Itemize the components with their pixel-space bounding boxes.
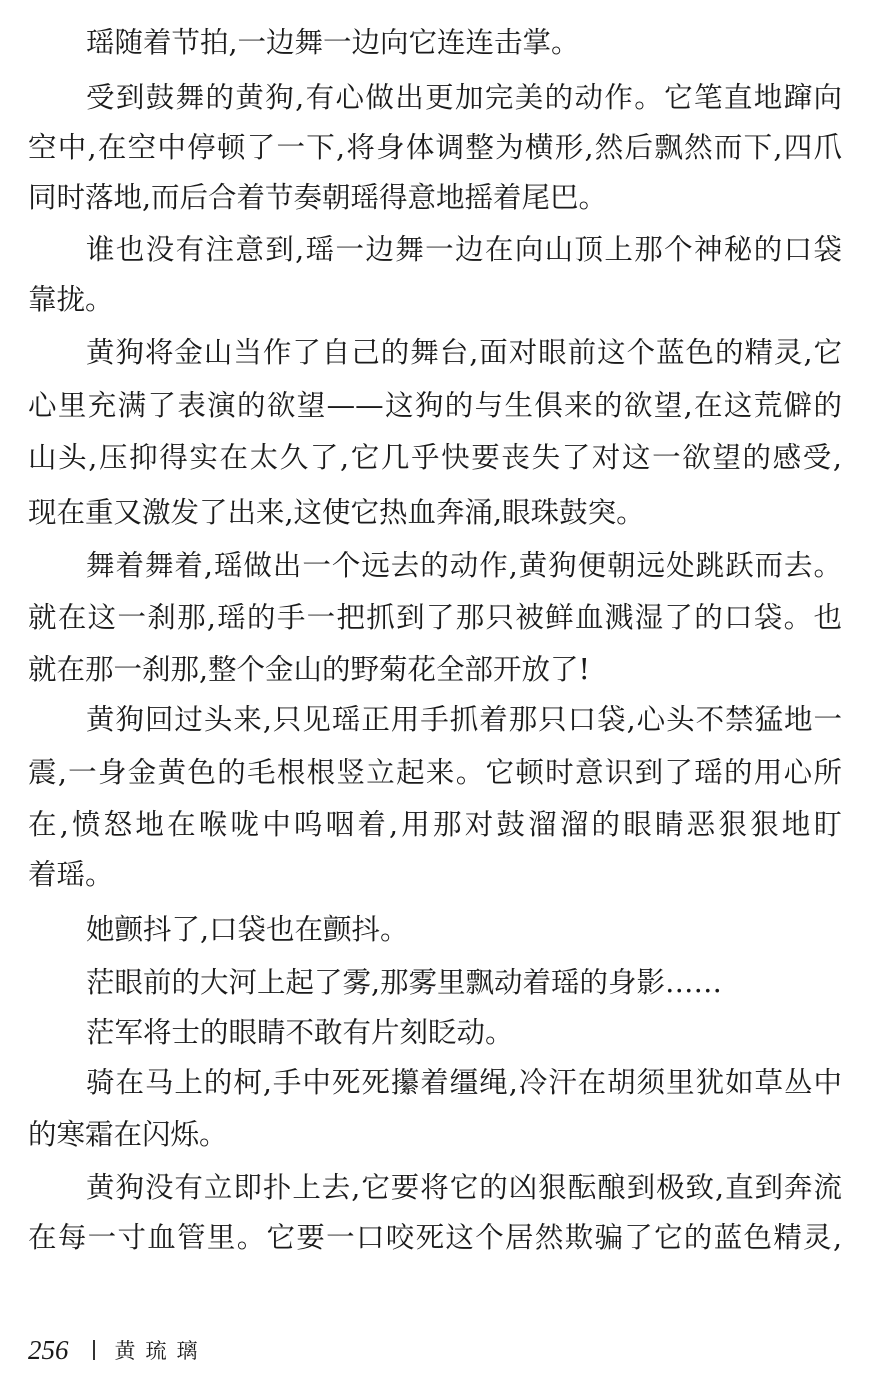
- text-line: 黄狗没有立即扑上去,它要将它的凶狠酝酿到极致,直到奔流: [86, 1171, 842, 1204]
- text-line: 现在重又激发了出来,这使它热血奔涌,眼珠鼓突。: [28, 496, 645, 529]
- text-line: 受到鼓舞的黄狗,有心做出更加完美的动作。它笔直地蹿向: [86, 81, 842, 114]
- text-line: 她颤抖了,口袋也在颤抖。: [86, 913, 409, 946]
- text-line: 黄狗将金山当作了自己的舞台,面对眼前这个蓝色的精灵,它: [86, 336, 842, 369]
- text-line: 着瑶。: [28, 858, 114, 891]
- text-line: 在每一寸血管里。它要一口咬死这个居然欺骗了它的蓝色精灵,: [28, 1221, 842, 1254]
- text-line: 山头,压抑得实在太久了,它几乎快要丧失了对这一欲望的感受,: [28, 441, 842, 474]
- text-line: 的寒霜在闪烁。: [28, 1118, 228, 1151]
- text-line: 靠拢。: [28, 283, 114, 316]
- text-line: 在,愤怒地在喉咙中呜咽着,用那对鼓溜溜的眼睛恶狠狠地盯: [28, 808, 842, 841]
- text-line: 茫军将士的眼睛不敢有片刻眨动。: [86, 1016, 514, 1049]
- text-line: 就在那一刹那,整个金山的野菊花全部开放了!: [28, 653, 591, 686]
- text-line: 茫眼前的大河上起了雾,那雾里飘动着瑶的身影……: [86, 966, 723, 999]
- text-line: 就在这一刹那,瑶的手一把抓到了那只被鲜血溅湿了的口袋。也: [28, 601, 842, 634]
- text-line: 骑在马上的柯,手中死死攥着缰绳,冷汗在胡须里犹如草丛中: [86, 1066, 842, 1099]
- page-footer: [28, 1330, 208, 1370]
- book-title: 黄琉璃: [114, 1339, 208, 1363]
- text-line: 同时落地,而后合着节奏朝瑶得意地摇着尾巴。: [28, 181, 608, 214]
- text-line: 空中,在空中停顿了一下,将身体调整为横形,然后飘然而下,四爪: [28, 131, 842, 164]
- text-line: 舞着舞着,瑶做出一个远去的动作,黄狗便朝远处跳跃而去。: [86, 549, 842, 582]
- footer-divider: [93, 1340, 95, 1360]
- text-line: 谁也没有注意到,瑶一边舞一边在向山顶上那个神秘的口袋: [86, 233, 842, 266]
- page-number: 256: [28, 1334, 69, 1365]
- text-line: 黄狗回过头来,只见瑶正用手抓着那只口袋,心头不禁猛地一: [86, 703, 842, 736]
- text-line: 心里充满了表演的欲望——这狗的与生俱来的欲望,在这荒僻的: [28, 389, 842, 422]
- text-line: 震,一身金黄色的毛根根竖立起来。它顿时意识到了瑶的用心所: [28, 756, 842, 789]
- text-line: 瑶随着节拍,一边舞一边向它连连击掌。: [86, 26, 580, 59]
